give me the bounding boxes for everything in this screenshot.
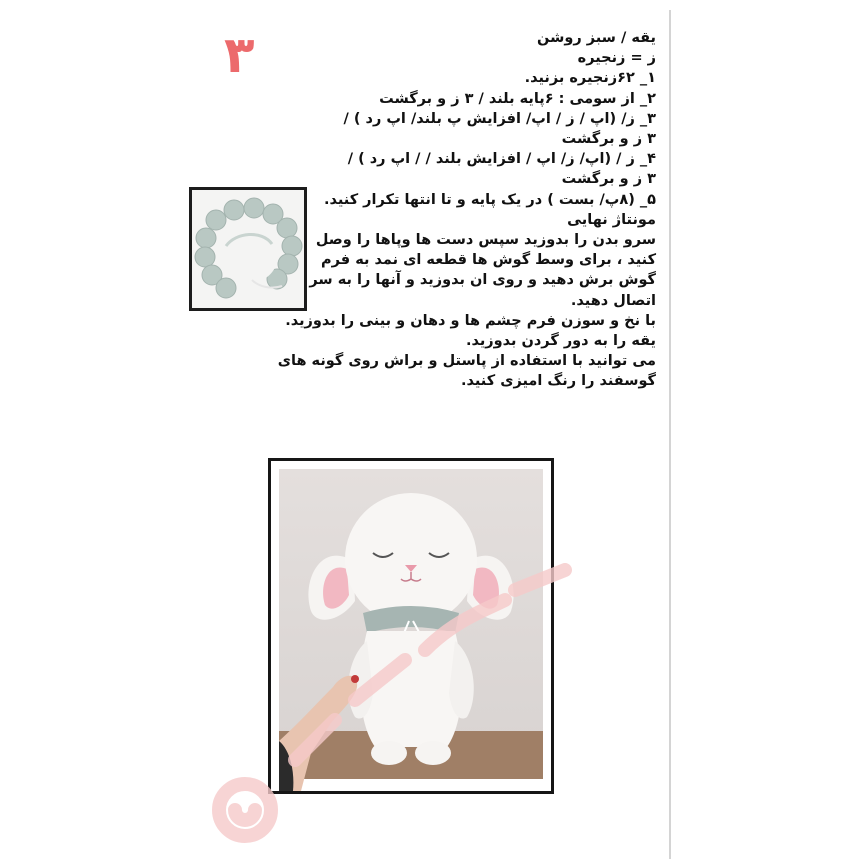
section-heading: مونتاژ نهایی [567,211,656,228]
instruction-line: ۱_ ۶۲زنجیره بزنید. [524,70,656,87]
instruction-line: گوش برش دهید و روی ان بدوزید و آنها را به سر [309,272,656,289]
instruction-line: سرو بدن را بدوزید سپس دست ها وپاها را وصل [315,232,656,249]
instruction-line: اتصال دهید. [570,292,656,309]
collar-thumbnail [189,187,307,311]
crochet-collar-photo-icon [192,190,304,308]
instruction-line: ۵_ (۸پ/ بست ) در یک پایه و تا انتها تکرار کنید. [323,191,656,208]
instruction-line: ۲_ از سومی : ۶پایه بلند / ۳ ز و برگشت [379,90,656,107]
instruction-line: کنید ، برای وسط گوش ها قطعه ای نمد به فرم [321,252,656,269]
instruction-line: ۳ ز و برگشت [561,171,656,188]
instruction-line: ۳_ ز/ (اپ / ز / اپ/ افزایش پ بلند/ اپ رد ) / [343,110,656,127]
instruction-line: گوسفند را رنگ امیزی کنید. [461,373,656,390]
instructions-text [277,28,656,392]
instruction-line: یقه / سبز روشن [537,30,656,46]
instruction-line: ۴_ ز / (اپ/ ز/ اپ / افزایش بلند / / اپ رد ) / [347,151,656,168]
bunny-photo [268,458,554,794]
page-number: ۳ [224,26,255,84]
instruction-line: ز = زنجیره [577,50,656,67]
instruction-line: با نخ و سوزن فرم چشم ها و دهان و بینی را بدوزید. [285,312,656,329]
instruction-line: یقه را به دور گردن بدوزید. [465,333,656,350]
instruction-line: ۳ ز و برگشت [561,131,656,148]
instruction-line: می توانید با استفاده از پاستل و براش روی گونه های [277,353,656,370]
amigurumi-bunny-photo-icon [271,461,551,791]
vertical-divider [669,10,671,859]
